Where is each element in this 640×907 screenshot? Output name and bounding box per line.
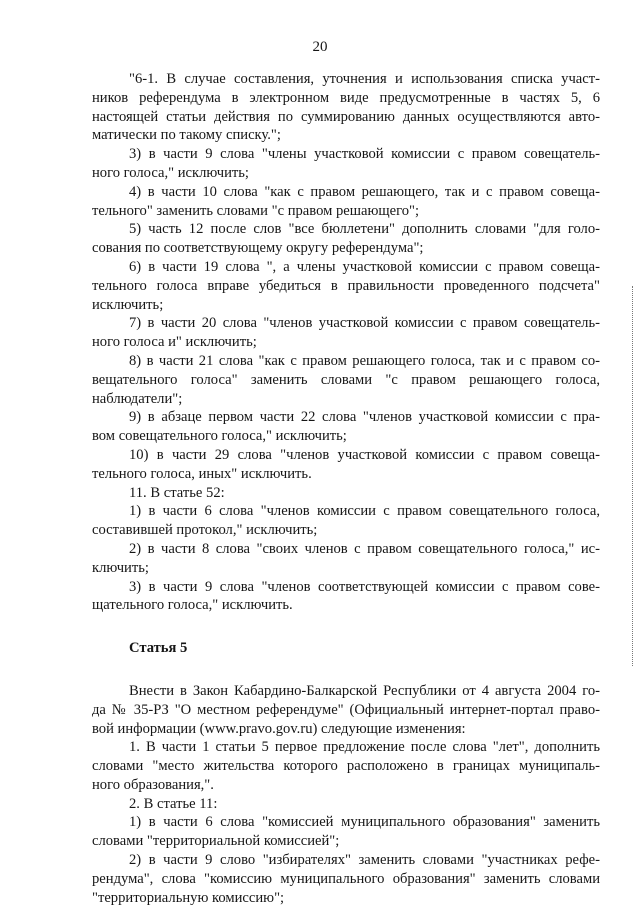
text-line: ного голоса," исключить;: [92, 164, 249, 181]
article-heading: Статья 5: [129, 640, 188, 657]
text-line: 6) в части 19 слова ", а члены участковой комиссии с правом совеща-: [129, 258, 600, 275]
text-line: ключить;: [92, 559, 149, 576]
text-line: Внести в Закон Кабардино-Балкарской Республики от 4 августа 2004 го-: [129, 682, 600, 699]
text-line: 7) в части 20 слова "членов участковой комиссии с правом совещатель-: [129, 315, 600, 332]
text-line: матически по такому списку.";: [92, 127, 281, 144]
text-line: ного образования,".: [92, 776, 214, 793]
text-line: вом совещательного голоса," исключить;: [92, 428, 347, 445]
text-line: словами "территориальной комиссией";: [92, 833, 340, 850]
text-line: вой информации (www.pravo.gov.ru) следующие изменения:: [92, 720, 466, 737]
section-gap: [92, 658, 600, 682]
text-line: исключить;: [92, 296, 164, 313]
text-line: 11. В статье 52:: [129, 484, 225, 501]
text-line: рендума", слова "комиссию муниципального образования" заменить словами: [92, 870, 600, 887]
page-number: 20: [312, 39, 328, 55]
text-line: 10) в части 29 слова "членов участковой комиссии с правом совеща-: [129, 446, 600, 463]
text-line: 9) в абзаце первом части 22 слова "членов участковой комиссии с пра-: [129, 409, 600, 426]
text-line: составившей протокол," исключить;: [92, 522, 318, 539]
scan-edge-marks: [632, 286, 636, 666]
text-line: 1) в части 6 слова "членов комиссии с правом совещательного голоса,: [129, 503, 600, 520]
section-gap: [92, 615, 600, 639]
text-line: наблюдатели";: [92, 390, 183, 407]
text-line: 2. В статье 11:: [129, 795, 218, 812]
text-line: 5) часть 12 после слов "все бюллетени" дополнить словами "для голо-: [129, 221, 600, 238]
text-line: 8) в части 21 слова "как с правом решающего голоса, так и с правом со-: [129, 352, 600, 369]
text-line: 2) в части 8 слова "своих членов с правом совещательного голоса," ис-: [129, 540, 600, 557]
text-line: словами "место жительства которого расположено в границах муниципаль-: [92, 758, 600, 775]
text-line: ного голоса и" исключить;: [92, 334, 257, 351]
text-line: 1) в части 6 слова "комиссией муниципального образования" заменить: [129, 814, 600, 831]
text-line: тельного голоса вправе убедиться в правильности проведенного подсчета": [92, 277, 600, 294]
text-line: сования по соответствующему округу референдума";: [92, 240, 424, 257]
text-line: 3) в части 9 слова "члены участковой комиссии с правом совещатель-: [129, 146, 600, 163]
text-line: "территориальную комиссию";: [92, 889, 285, 906]
text-line: тельного" заменить словами "с правом решающего";: [92, 202, 420, 219]
document-body: [92, 70, 600, 907]
text-line: тельного голоса, иных" исключить.: [92, 465, 312, 482]
text-line: 4) в части 10 слова "как с правом решающего, так и с правом совеща-: [129, 183, 600, 200]
text-line: да № 35-РЗ "О местном референдуме" (Официальный интернет-портал право-: [92, 701, 600, 718]
text-line: 1. В части 1 статьи 5 первое предложение после слова "лет", дополнить: [129, 739, 600, 756]
text-line: вещательного голоса" заменить словами "с правом решающего голоса,: [92, 371, 600, 388]
text-line: ников референдума в электронном виде предусмотренные в частях 5, 6: [92, 89, 600, 106]
text-line: щательного голоса," исключить.: [92, 597, 293, 614]
text-line: настоящей статьи действия по суммированию данных осуществляются авто-: [92, 108, 600, 125]
text-line: 3) в части 9 слова "членов соответствующей комиссии с правом сове-: [129, 578, 600, 595]
text-line: "6-1. В случае составления, уточнения и использования списка участ-: [129, 71, 600, 87]
text-line: 2) в части 9 слово "избирателях" заменить словами "участниках рефе-: [129, 852, 600, 869]
